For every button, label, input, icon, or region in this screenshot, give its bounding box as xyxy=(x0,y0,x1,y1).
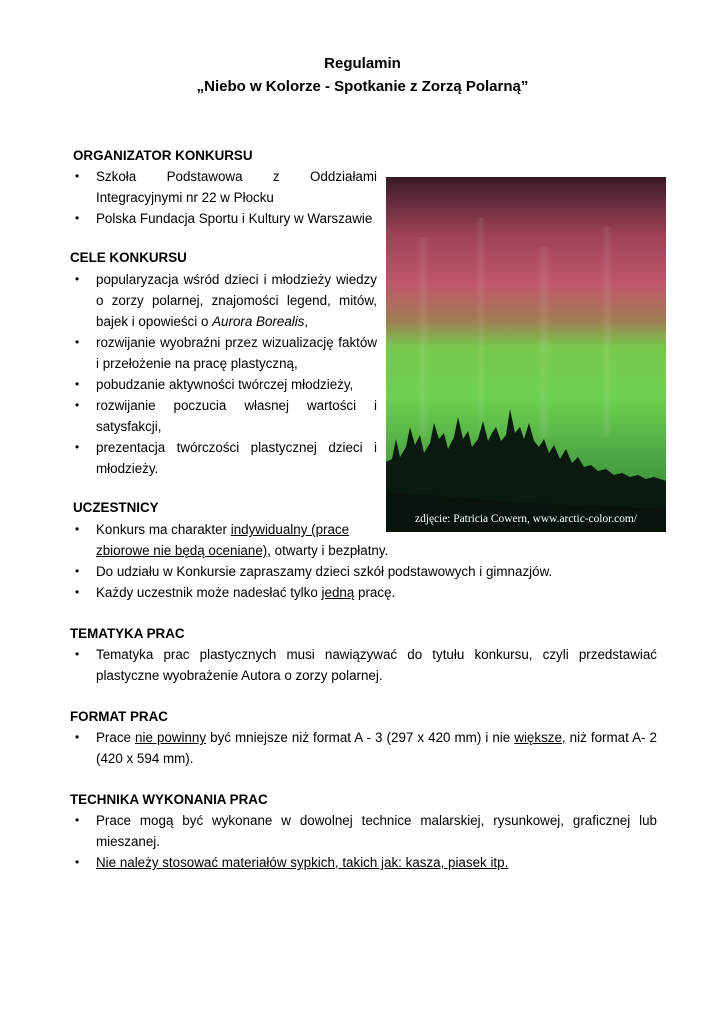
section-heading-goals: CELE KONKURSU xyxy=(70,250,187,265)
format-text-2: być mniejsze niż format A - 3 (297 x 420 mm) i nie xyxy=(206,730,515,745)
goals-item-1-text: popularyzacja wśród dzieci i młodzieży wiedzy o zorzy polarnej, znajomości legend, mitów, bajek i opowieści o xyxy=(96,272,377,329)
aurora-image xyxy=(386,177,666,532)
list-item xyxy=(71,727,657,769)
format-underlined-2: większe, xyxy=(514,730,566,745)
participants-item-1-end: , otwarty i bezpłatny. xyxy=(267,543,389,558)
section-heading-organizer: ORGANIZATOR KONKURSU xyxy=(73,148,253,163)
document-subtitle: „Niebo w Kolorze - Spotkanie z Zorzą Polarną” xyxy=(196,78,529,95)
list-item xyxy=(71,395,377,437)
list-item xyxy=(71,374,377,395)
goals-list xyxy=(71,269,377,479)
list-item xyxy=(71,810,657,852)
bullet-icon: • xyxy=(75,211,80,225)
list-item xyxy=(71,332,377,374)
list-item xyxy=(71,561,671,582)
bullet-icon: • xyxy=(75,377,80,391)
list-item xyxy=(71,269,377,332)
bullet-icon: • xyxy=(75,813,80,827)
technique-list xyxy=(71,810,657,873)
technique-item-1: Prace mogą być wykonane w dowolnej technice malarskiej, rysunkowej, graficznej lub mieszanej. xyxy=(96,813,657,849)
participants-item-1-text: Konkurs ma charakter xyxy=(96,522,231,537)
list-item xyxy=(71,582,671,603)
theme-list xyxy=(71,644,657,686)
participants-item-3-end: pracę. xyxy=(354,585,396,600)
section-heading-format: FORMAT PRAC xyxy=(70,709,168,724)
organizer-item-2: Polska Fundacja Sportu i Kultury w Warszawie xyxy=(96,211,373,226)
document-title: Regulamin xyxy=(324,55,401,72)
participants-list xyxy=(71,519,401,561)
bullet-icon: • xyxy=(75,398,80,412)
bullet-icon: • xyxy=(75,585,80,599)
format-text-3: niż format A- 2 (420 x 594 mm). xyxy=(96,730,657,766)
goals-item-5: prezentacja twórczości plastycznej dzieci i młodzieży. xyxy=(96,440,377,476)
organizer-item-1: Szkoła Podstawowa z Oddziałami Integracyjnymi nr 22 w Płocku xyxy=(96,169,377,205)
section-heading-technique: TECHNIKA WYKONANIA PRAC xyxy=(70,792,268,807)
goals-item-3: pobudzanie aktywności twórczej młodzieży, xyxy=(96,377,354,392)
goals-item-4: rozwijanie poczucia własnej wartości i satysfakcji, xyxy=(96,398,377,434)
list-item xyxy=(71,437,377,479)
format-list xyxy=(71,727,657,769)
bullet-icon: • xyxy=(75,855,80,869)
format-underlined-1: nie powinny xyxy=(135,730,207,745)
technique-item-2: Nie należy stosować materiałów sypkich, takich jak: kasza, piasek itp. xyxy=(96,855,509,870)
bullet-icon: • xyxy=(75,564,80,578)
goals-item-1-italic: Aurora Borealis xyxy=(212,314,305,329)
organizer-list xyxy=(71,166,377,229)
photo-caption: zdjęcie: Patricia Cowern, www.arctic-color.com/ xyxy=(415,513,637,525)
list-item xyxy=(71,644,657,686)
bullet-icon: • xyxy=(75,169,80,183)
bullet-icon: • xyxy=(75,647,80,661)
bullet-icon: • xyxy=(75,730,80,744)
theme-item-1: Tematyka prac plastycznych musi nawiązywać do tytułu konkursu, czyli przedstawiać plastyczne wyobrażenie Autora o zorzy polarnej. xyxy=(96,647,657,683)
bullet-icon: • xyxy=(75,335,80,349)
bullet-icon: • xyxy=(75,272,80,286)
bullet-icon: • xyxy=(75,522,80,536)
list-item xyxy=(71,208,377,229)
format-text-1: Prace xyxy=(96,730,136,745)
goals-item-2: rozwijanie wyobraźni przez wizualizację faktów i przełożenie na pracę plastyczną, xyxy=(96,335,377,371)
aurora-photo xyxy=(386,177,666,532)
participants-item-1-underlined: indywidualny (prace zbiorowe nie będą oceniane) xyxy=(96,522,350,558)
section-heading-theme: TEMATYKA PRAC xyxy=(70,626,185,641)
list-item xyxy=(71,852,657,873)
list-item xyxy=(71,519,402,561)
participants-item-3-text: Każdy uczestnik może nadesłać tylko xyxy=(96,585,322,600)
bullet-icon: • xyxy=(75,440,80,454)
goals-item-1-end: , xyxy=(304,314,309,329)
participants-list-cont xyxy=(71,561,671,603)
list-item xyxy=(71,166,377,208)
participants-item-3-underlined: jedną xyxy=(321,585,355,600)
section-heading-participants: UCZESTNICY xyxy=(73,500,159,515)
participants-item-2: Do udziału w Konkursie zapraszamy dzieci szkół podstawowych i gimnazjów. xyxy=(96,564,553,579)
